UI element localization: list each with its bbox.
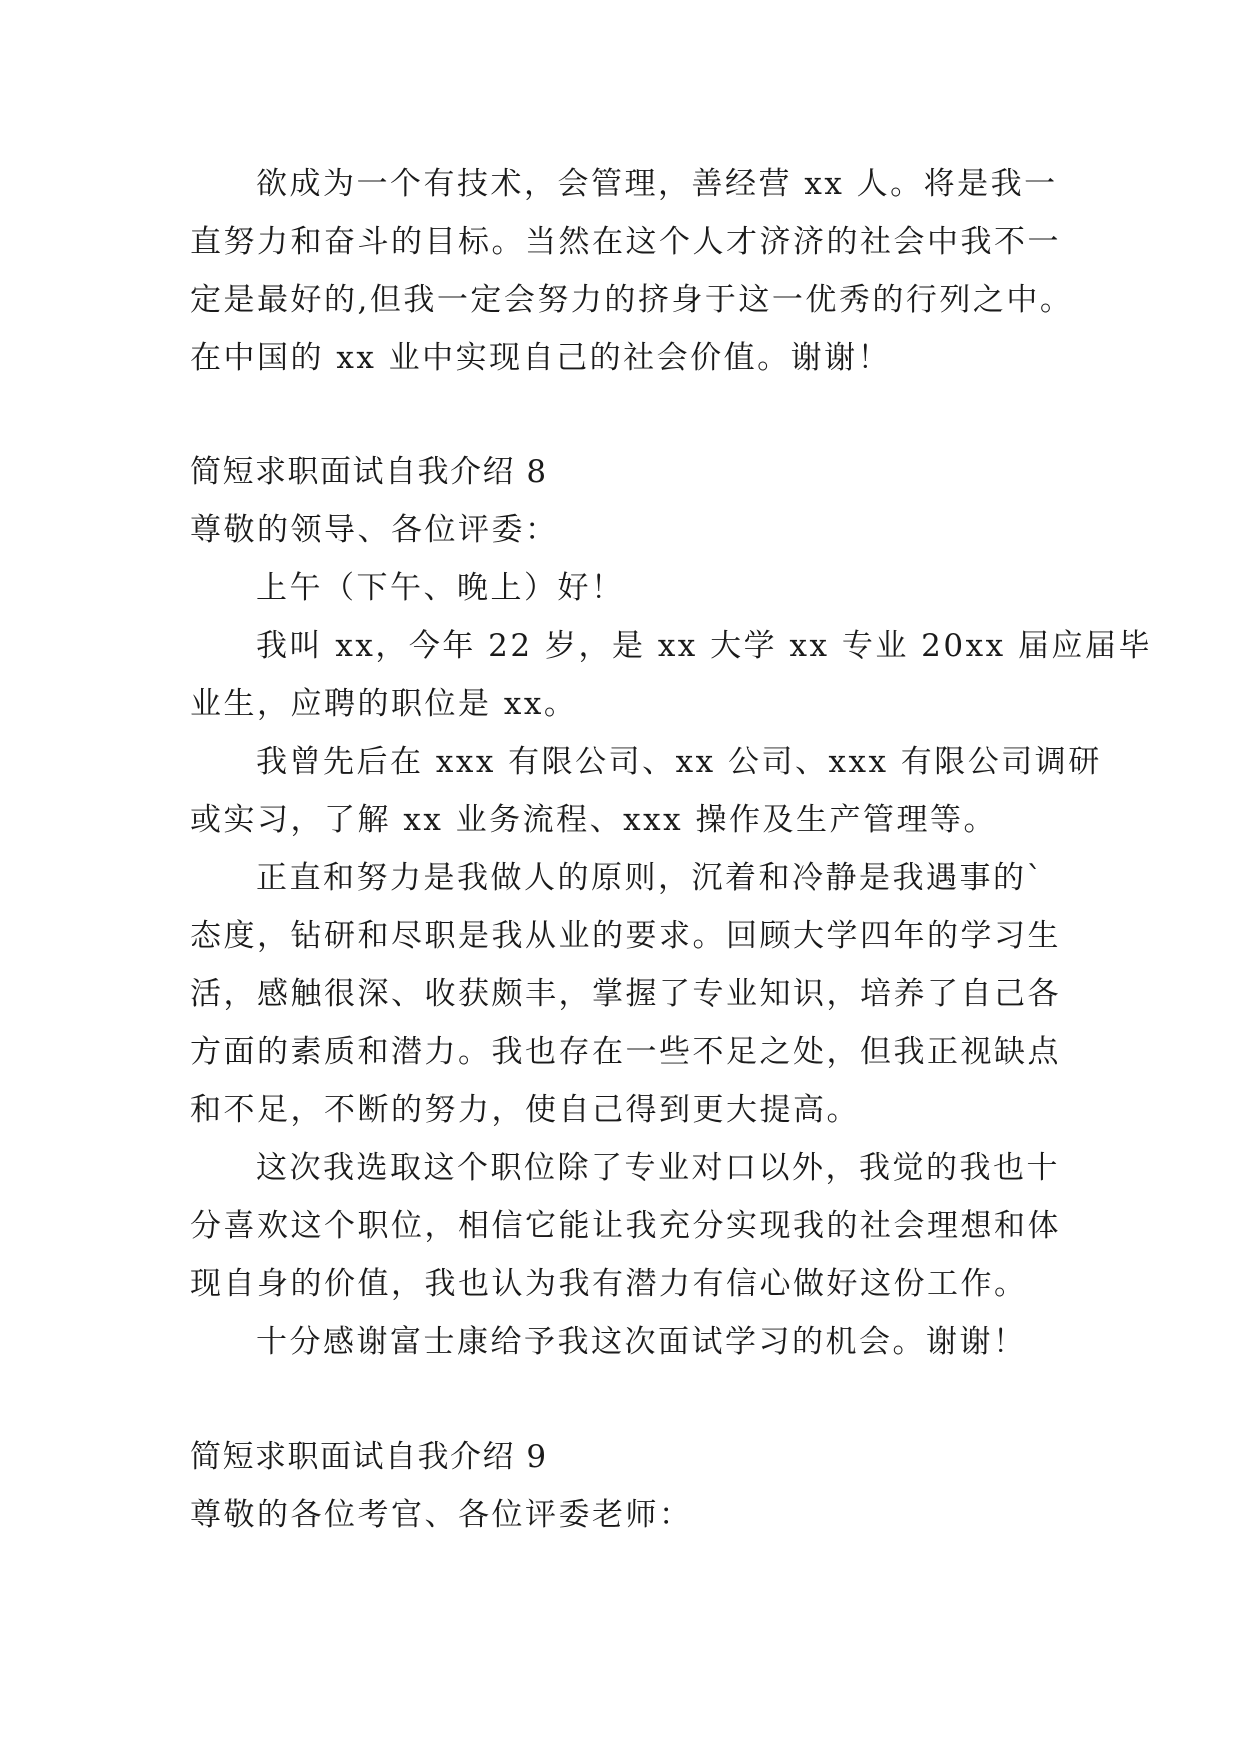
salutation: 尊敬的各位考官、各位评委老师： <box>190 1497 693 1533</box>
paragraph-line: 正直和努力是我做人的原则，沉着和冷静是我遇事的` <box>256 860 1045 896</box>
paragraph-line: 活，感触很深、收获颇丰，掌握了专业知识，培养了自己各 <box>190 976 1061 1012</box>
paragraph-line: 现自身的价值，我也认为我有潜力有信心做好这份工作。 <box>190 1266 1028 1302</box>
paragraph-line: 和不足，不断的努力，使自己得到更大提高。 <box>190 1092 860 1128</box>
paragraph-line: 这次我选取这个职位除了专业对口以外，我觉的我也十 <box>256 1150 1060 1186</box>
paragraph-line: 直努力和奋斗的目标。当然在这个人才济济的社会中我不一 <box>190 224 1061 260</box>
paragraph-line: 欲成为一个有技术，会管理，善经营 xx 人。将是我一 <box>256 166 1058 202</box>
paragraph-line: 分喜欢这个职位，相信它能让我充分实现我的社会理想和体 <box>190 1208 1061 1244</box>
paragraph-line: 态度，钻研和尽职是我从业的要求。回顾大学四年的学习生 <box>190 918 1061 954</box>
section-title: 简短求职面试自我介绍 9 <box>190 1439 548 1475</box>
paragraph-line: 业生，应聘的职位是 xx。 <box>190 686 578 722</box>
paragraph-line: 或实习，了解 xx 业务流程、xxx 操作及生产管理等。 <box>190 802 997 838</box>
paragraph-line: 我叫 xx，今年 22 岁，是 xx 大学 xx 专业 20xx 届应届毕 <box>256 628 1152 664</box>
salutation: 尊敬的领导、各位评委： <box>190 512 559 548</box>
greeting: 上午（下午、晚上）好！ <box>256 570 625 606</box>
paragraph-line: 定是最好的,但我一定会努力的挤身于这一优秀的行列之中。 <box>190 282 1074 318</box>
paragraph-line: 方面的素质和潜力。我也存在一些不足之处，但我正视缺点 <box>190 1034 1061 1070</box>
paragraph-line: 十分感谢富士康给予我这次面试学习的机会。谢谢！ <box>256 1324 1027 1360</box>
section-title: 简短求职面试自我介绍 8 <box>190 454 548 490</box>
paragraph-line: 我曾先后在 xxx 有限公司、xx 公司、xxx 有限公司调研 <box>256 744 1102 780</box>
paragraph-line: 在中国的 xx 业中实现自己的社会价值。谢谢！ <box>190 340 892 376</box>
